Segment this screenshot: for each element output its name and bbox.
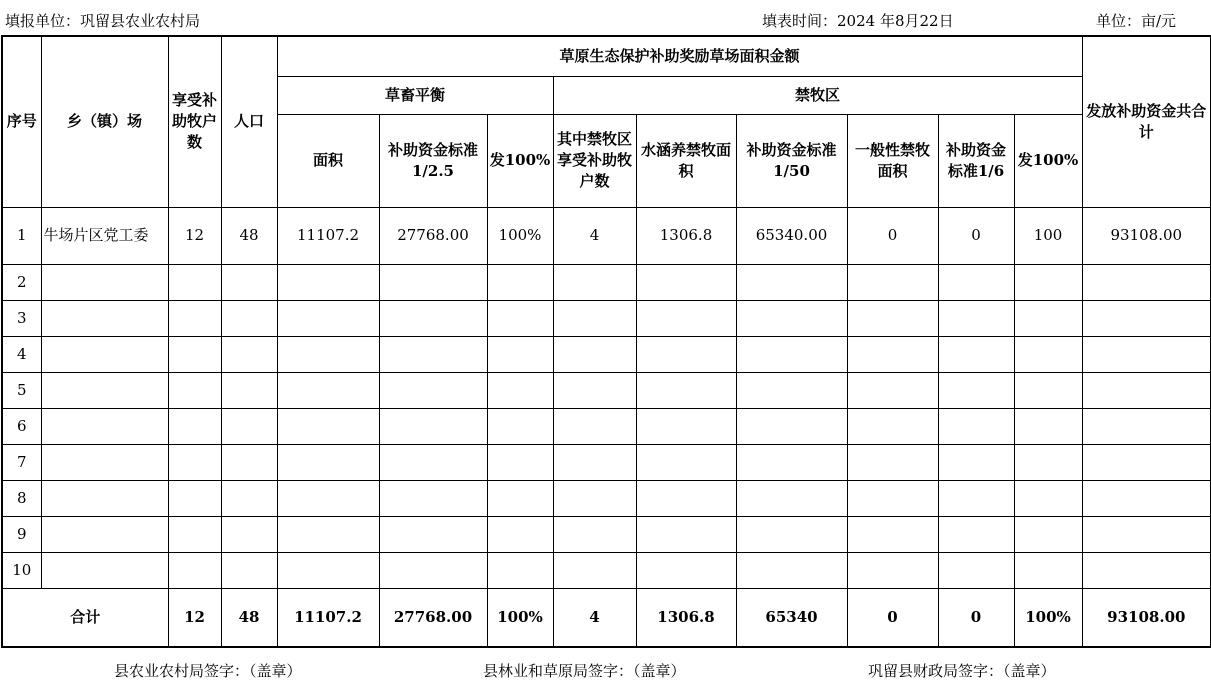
table-row [2,336,1211,372]
table-cell [168,552,221,588]
col-ban-pct: 发100% [1014,114,1082,207]
table-cell: 100% [487,207,553,264]
fill-date: 填表时间：2024 年8月22日 [762,12,954,30]
row-seq: 6 [2,408,41,444]
total-row [2,588,1211,647]
row-seq: 8 [2,480,41,516]
agri-bureau-signature: 县农业农村局签字：（盖章） [114,662,302,680]
table-cell [553,372,636,408]
table-cell [221,336,277,372]
table-cell [938,516,1014,552]
table-cell [168,408,221,444]
table-cell [938,552,1014,588]
table-cell [938,480,1014,516]
table-cell [736,264,847,300]
table-cell [553,300,636,336]
table-cell [553,480,636,516]
table-cell [938,264,1014,300]
table-cell [938,372,1014,408]
row-seq: 5 [2,372,41,408]
table-cell [221,372,277,408]
row-town: 牛场片区党工委 [41,207,168,264]
table-row [2,444,1211,480]
table-cell [379,516,487,552]
table-cell [847,408,938,444]
table-cell [636,552,736,588]
col-balance-group: 草畜平衡 [277,76,553,114]
table-cell [379,372,487,408]
table-row [2,408,1211,444]
table-cell [636,300,736,336]
table-cell [553,408,636,444]
table-cell: 65340.00 [736,207,847,264]
table-cell: 1306.8 [636,207,736,264]
row-town [41,516,168,552]
total-label: 合计 [2,588,168,647]
table-cell [636,408,736,444]
table-cell [636,372,736,408]
subsidy-table [1,35,1211,648]
total-cell: 0 [938,588,1014,647]
table-cell [168,516,221,552]
table-cell [636,336,736,372]
col-total-amount: 发放补助资金共合计 [1082,36,1211,207]
table-cell [1014,552,1082,588]
table-cell [1014,516,1082,552]
table-row [2,264,1211,300]
total-cell: 0 [847,588,938,647]
table-cell [487,480,553,516]
table-cell: 4 [553,207,636,264]
row-town [41,372,168,408]
table-cell [487,516,553,552]
table-cell [487,300,553,336]
table-cell [221,552,277,588]
row-seq: 9 [2,516,41,552]
table-cell [1082,408,1211,444]
table-cell [736,372,847,408]
table-cell [736,408,847,444]
row-seq: 1 [2,207,41,264]
table-cell [168,444,221,480]
table-row [2,552,1211,588]
table-cell [847,372,938,408]
table-cell [847,264,938,300]
table-cell [379,300,487,336]
col-town: 乡（镇）场 [41,36,168,207]
table-cell [277,300,379,336]
table-cell [277,516,379,552]
table-cell [277,264,379,300]
total-cell: 93108.00 [1082,588,1211,647]
row-town [41,264,168,300]
row-town [41,444,168,480]
table-cell [379,480,487,516]
col-population: 人口 [221,36,277,207]
forestry-bureau-signature: 县林业和草原局签字：（盖章） [483,662,686,680]
table-cell [277,408,379,444]
table-cell: 100 [1014,207,1082,264]
table-row [2,300,1211,336]
table-cell [553,444,636,480]
row-seq: 10 [2,552,41,588]
total-cell: 11107.2 [277,588,379,647]
total-cell: 100% [1014,588,1082,647]
row-town [41,300,168,336]
table-cell [379,552,487,588]
table-cell [736,336,847,372]
row-seq: 4 [2,336,41,372]
signature-line [0,660,1211,680]
table-cell [1082,300,1211,336]
table-cell [938,444,1014,480]
table-cell [736,552,847,588]
col-water-std: 补助资金标准1/50 [736,114,847,207]
col-ban-group: 禁牧区 [553,76,1082,114]
total-cell: 65340 [736,588,847,647]
table-cell [168,372,221,408]
table-cell: 0 [847,207,938,264]
table-cell: 12 [168,207,221,264]
table-cell [847,300,938,336]
table-cell [379,444,487,480]
table-cell [487,264,553,300]
col-water-area: 水涵养禁牧面积 [636,114,736,207]
table-cell [1082,264,1211,300]
row-seq: 7 [2,444,41,480]
table-cell [1014,336,1082,372]
table-cell [847,336,938,372]
table-cell [277,480,379,516]
table-cell [847,480,938,516]
col-balance-std: 补助资金标准1/2.5 [379,114,487,207]
col-general-area: 一般性禁牧面积 [847,114,938,207]
table-cell [221,444,277,480]
table-cell [379,408,487,444]
table-cell [736,516,847,552]
table-cell [277,336,379,372]
table-cell [1014,480,1082,516]
col-balance-pct: 发100% [487,114,553,207]
table-cell [379,264,487,300]
table-cell: 11107.2 [277,207,379,264]
total-cell: 1306.8 [636,588,736,647]
total-cell: 12 [168,588,221,647]
table-cell [221,480,277,516]
col-group-title: 草原生态保护补助奖励草场面积金额 [277,36,1082,76]
table-cell [636,444,736,480]
table-cell [168,336,221,372]
table-cell [736,300,847,336]
table-cell [636,516,736,552]
col-households: 享受补助牧户数 [168,36,221,207]
table-cell: 48 [221,207,277,264]
measurement-unit: 单位：亩/元 [1096,12,1177,30]
table-cell [1014,372,1082,408]
table-cell [487,408,553,444]
table-cell [938,300,1014,336]
row-town [41,552,168,588]
table-cell [1082,516,1211,552]
table-cell [1014,408,1082,444]
table-cell [277,444,379,480]
total-cell: 100% [487,588,553,647]
row-town [41,408,168,444]
table-cell [277,372,379,408]
table-cell [736,480,847,516]
table-cell [938,408,1014,444]
table-cell [221,300,277,336]
reporting-unit: 填报单位：巩留县农业农村局 [5,12,201,30]
col-general-std: 补助资金标准1/6 [938,114,1014,207]
table-cell [487,336,553,372]
table-row [2,516,1211,552]
col-balance-area: 面积 [277,114,379,207]
table-cell [221,516,277,552]
table-cell [636,264,736,300]
row-town [41,336,168,372]
table-cell [847,516,938,552]
table-cell [636,480,736,516]
table-row [2,207,1211,264]
row-seq: 3 [2,300,41,336]
table-cell [487,372,553,408]
total-cell: 48 [221,588,277,647]
table-cell [168,480,221,516]
table-cell [1082,444,1211,480]
table-cell [1082,372,1211,408]
table-cell [553,516,636,552]
table-cell [1082,480,1211,516]
table-cell [1014,300,1082,336]
col-ban-households: 其中禁牧区享受补助牧户数 [553,114,636,207]
table-cell [938,336,1014,372]
table-cell: 93108.00 [1082,207,1211,264]
table-cell: 0 [938,207,1014,264]
total-cell: 4 [553,588,636,647]
table-cell [847,552,938,588]
table-cell [487,552,553,588]
table-cell [221,264,277,300]
table-cell [487,444,553,480]
table-cell [168,264,221,300]
table-cell [847,444,938,480]
table-cell [736,444,847,480]
table-cell [168,300,221,336]
table-cell [379,336,487,372]
total-cell: 27768.00 [379,588,487,647]
table-cell: 27768.00 [379,207,487,264]
table-row [2,480,1211,516]
table-cell [553,336,636,372]
table-cell [1082,336,1211,372]
finance-bureau-signature: 巩留县财政局签字：（盖章） [868,662,1056,680]
report-header [0,0,1211,36]
table-row [2,372,1211,408]
table-cell [277,552,379,588]
table-cell [1014,444,1082,480]
table-cell [553,552,636,588]
table-cell [1014,264,1082,300]
table-cell [553,264,636,300]
table-cell [221,408,277,444]
row-seq: 2 [2,264,41,300]
table-cell [1082,552,1211,588]
col-seq: 序号 [2,36,41,207]
row-town [41,480,168,516]
